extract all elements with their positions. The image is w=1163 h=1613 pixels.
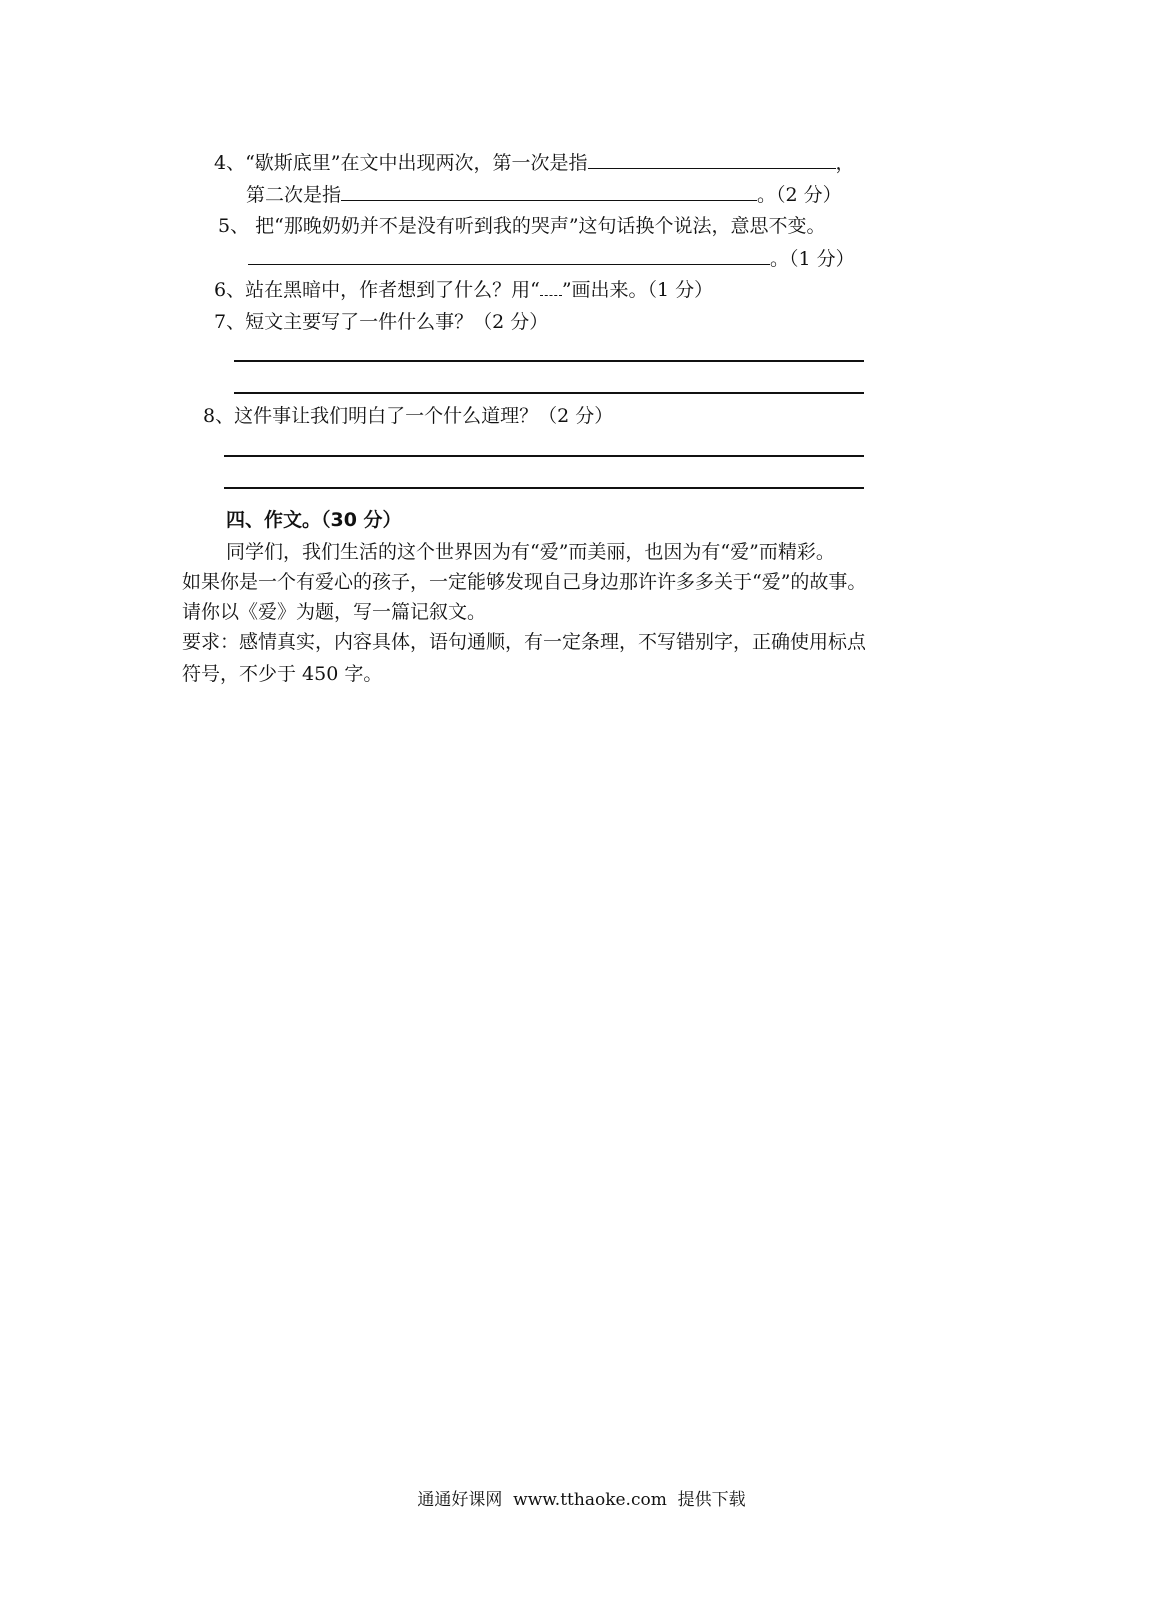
question-6-underline-mark [540,281,562,296]
question-4-comma: ， [835,152,855,174]
question-8-answer-line-2[interactable] [224,487,864,489]
essay-requirement-line-2: 符号，不少于 450 字。 [182,663,383,685]
question-8-answer-line-1[interactable] [224,455,864,457]
question-5-answer-blank[interactable] [248,246,770,265]
question-5-line-1 [218,214,826,238]
question-4-prompt: 4、“歇斯底里”在文中出现两次，第一次是指 [214,152,588,174]
question-6-prompt-start: 6、站在黑暗中，作者想到了什么？用“ [214,279,540,301]
essay-paragraph-line-1: 同学们，我们生活的这个世界因为有“爱”而美丽，也因为有“爱”而精彩。 [226,541,835,563]
question-7-prompt: 7、短文主要写了一件什么事？（2 分） [214,311,549,333]
question-4-second-prompt: 第二次是指 [246,184,342,206]
question-5-prompt: 5、 把“那晚奶奶并不是没有听到我的哭声”这句话换个说法，意思不变。 [218,215,826,237]
question-7-answer-line-1[interactable] [234,360,864,362]
essay-requirement-line-1: 要求：感情真实，内容具体，语句通顺，有一定条理，不写错别字，正确使用标点 [182,631,867,653]
question-4-line-2 [246,182,842,207]
question-5-line-2 [248,246,855,271]
question-5-score: 。（1 分） [770,248,855,270]
question-7-line [214,310,548,334]
question-4-answer-blank-2[interactable] [341,182,757,201]
question-8-line [203,404,613,428]
question-4-score: 。（2 分） [757,184,842,206]
footer-text: 通通好课网 www.tthaoke.com 提供下载 [417,1490,746,1510]
essay-heading: 四、作文。（30 分） [226,509,402,531]
question-6-prompt-end: ”画出来。（1 分） [561,279,714,301]
page-footer [0,1488,1163,1512]
essay-paragraph-line-2: 如果你是一个有爱心的孩子，一定能够发现自己身边那许许多多关于“爱”的故事。 [182,571,867,593]
question-4-answer-blank-1[interactable] [588,150,836,169]
question-4-line-1 [214,150,855,175]
question-7-answer-line-2[interactable] [234,392,864,394]
question-8-prompt: 8、这件事让我们明白了一个什么道理？（2 分） [203,405,614,427]
question-6-line [214,278,713,302]
essay-paragraph-line-3: 请你以《爱》为题，写一篇记叙文。 [182,601,487,623]
